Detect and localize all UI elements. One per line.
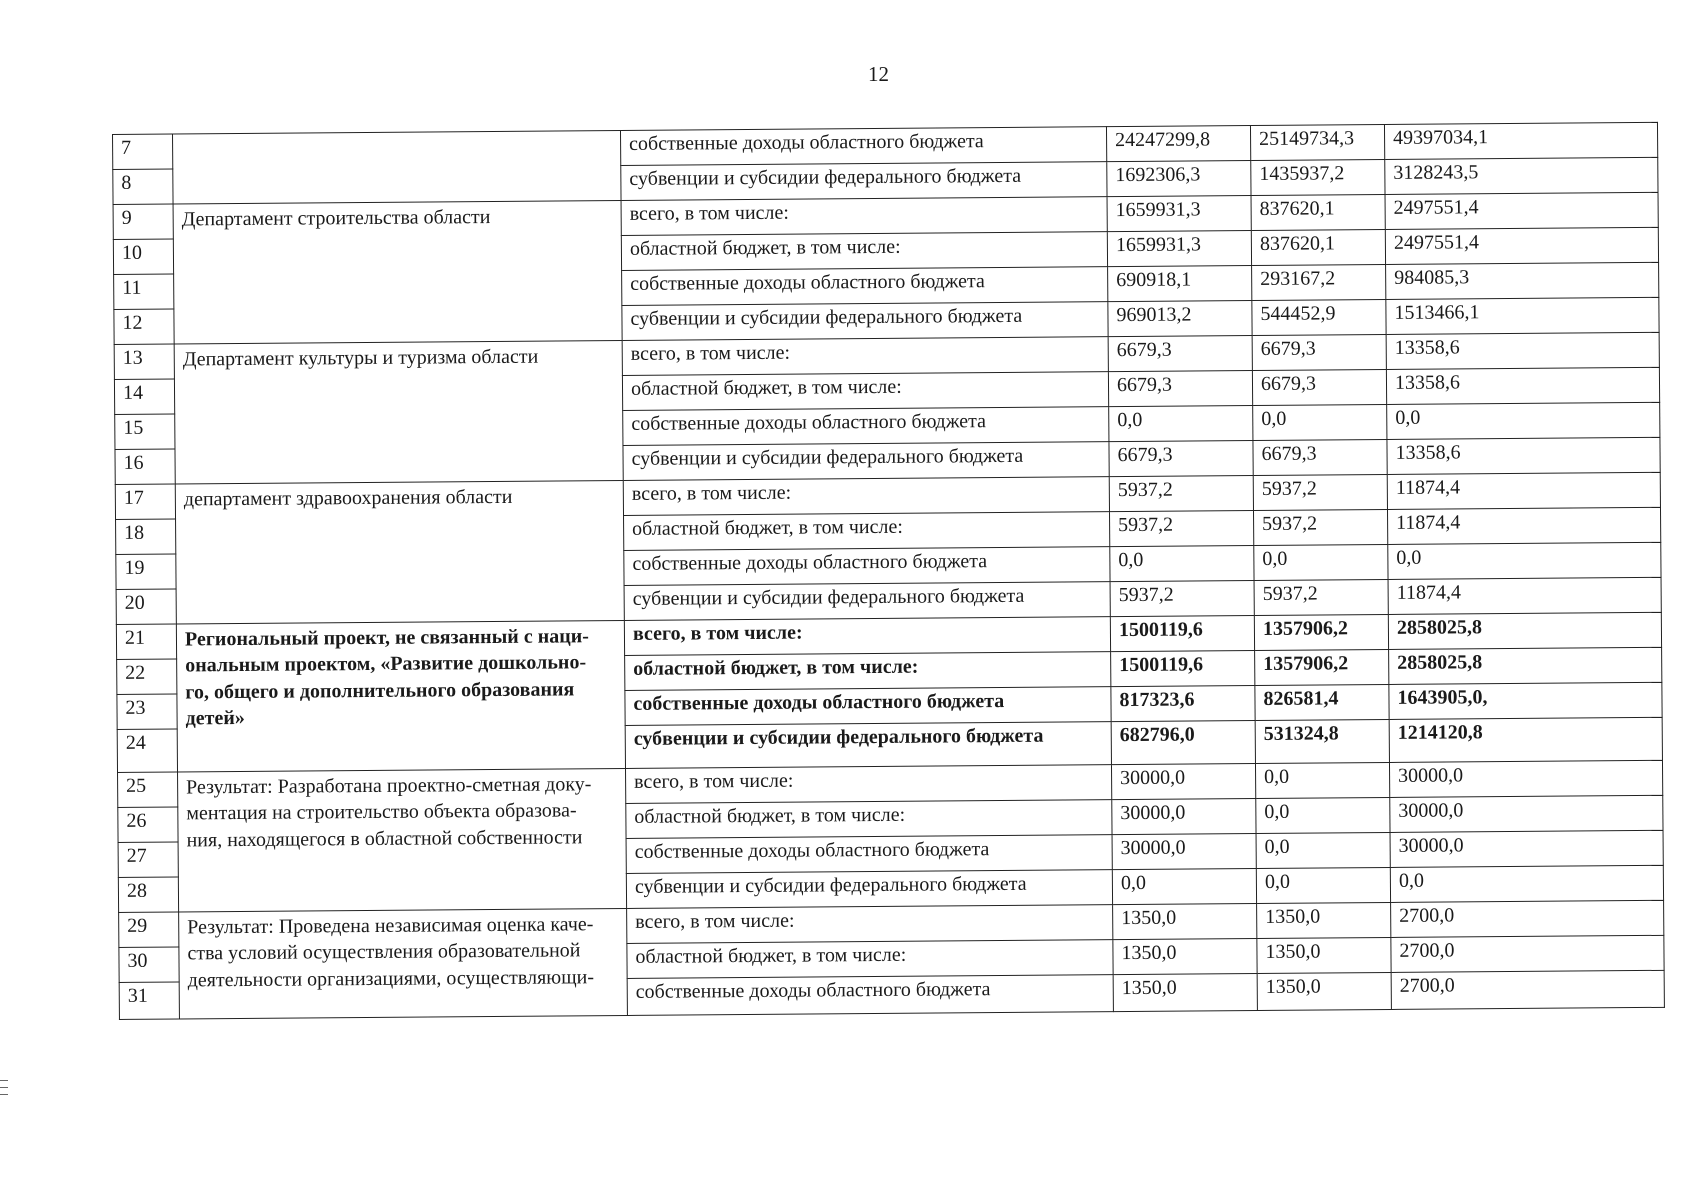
value-year-2: 6679,3 (1252, 334, 1386, 370)
row-number: 15 (115, 414, 175, 449)
value-year-1: 6679,3 (1109, 441, 1253, 477)
row-number: 22 (117, 659, 177, 694)
budget-item: всего, в том числе: (627, 905, 1113, 944)
value-year-2: 0,0 (1256, 797, 1390, 833)
budget-table (112, 122, 1665, 1020)
row-number: 24 (117, 729, 177, 772)
value-year-1: 1500119,6 (1110, 616, 1254, 652)
owner-result-design-documentation (178, 768, 627, 912)
value-year-2: 1357906,2 (1254, 614, 1388, 650)
value-year-1: 24247299,8 (1106, 126, 1250, 162)
owner-culture-department (174, 340, 623, 484)
budget-item: всего, в том числе: (624, 617, 1110, 656)
value-year-2: 0,0 (1256, 832, 1390, 868)
owner-cell-empty (173, 131, 622, 205)
page-number: 12 (868, 62, 889, 86)
value-total: 1643905,0, (1389, 682, 1662, 719)
row-number: 23 (117, 694, 177, 729)
budget-item: собственные доходы областного бюджета (624, 547, 1110, 586)
value-year-1: 6679,3 (1108, 336, 1252, 372)
value-year-2: 837620,1 (1251, 195, 1385, 231)
budget-item: субвенции и субсидии федерального бюджета (623, 442, 1109, 481)
value-total: 30000,0 (1390, 830, 1663, 867)
value-total: 13358,6 (1387, 437, 1660, 474)
value-year-1: 1350,0 (1113, 939, 1257, 975)
value-year-1: 690918,1 (1108, 266, 1252, 302)
value-year-1: 5937,2 (1109, 511, 1253, 547)
value-total: 11874,4 (1387, 472, 1660, 509)
value-year-2: 1357906,2 (1255, 649, 1389, 685)
owner-line: ния, находящегося в областной собственности (186, 826, 583, 852)
owner-line: ства условий осуществления образовательной (187, 939, 581, 965)
budget-item: собственные доходы областного бюджета (623, 407, 1109, 446)
value-total: 984085,3 (1386, 262, 1659, 299)
value-total: 11874,4 (1388, 577, 1661, 614)
value-total: 2497551,4 (1385, 227, 1658, 264)
value-year-2: 837620,1 (1251, 230, 1385, 266)
value-year-2: 0,0 (1255, 762, 1389, 798)
owner-line: ментация на строительство объекта образова- (186, 799, 577, 825)
owner-line: Результат: Проведена независимая оценка каче- (187, 913, 594, 939)
value-year-2: 5937,2 (1253, 509, 1387, 545)
row-number: 9 (113, 204, 173, 239)
owner-health-department (175, 480, 624, 624)
budget-item: субвенции и субсидии федерального бюджета (624, 582, 1110, 621)
value-total: 0,0 (1388, 542, 1661, 579)
value-year-2: 0,0 (1253, 404, 1387, 440)
row-number: 11 (114, 274, 174, 309)
value-year-1: 1500119,6 (1111, 651, 1255, 687)
row-number: 26 (118, 807, 178, 842)
value-year-1: 1659931,3 (1107, 231, 1251, 267)
value-total: 1214120,8 (1389, 717, 1662, 762)
value-year-2: 1435937,2 (1251, 160, 1385, 196)
value-total: 30000,0 (1390, 795, 1663, 832)
row-number: 30 (119, 947, 179, 982)
row-number: 13 (114, 344, 174, 379)
budget-item: собственные доходы областного бюджета (625, 687, 1111, 726)
value-year-1: 5937,2 (1110, 581, 1254, 617)
value-year-1: 1659931,3 (1107, 196, 1251, 232)
value-total: 2497551,4 (1385, 192, 1658, 229)
value-year-2: 5937,2 (1253, 474, 1387, 510)
owner-line: департамент здравоохранения области (183, 485, 513, 511)
budget-item: областной бюджет, в том числе: (627, 940, 1113, 979)
row-number: 19 (116, 554, 176, 589)
owner-line: ональным проектом, «Развитие дошкольно- (185, 651, 587, 677)
budget-item: собственные доходы областного бюджета (626, 835, 1112, 874)
budget-item: областной бюджет, в том числе: (625, 652, 1111, 691)
owner-line: деятельности организациями, осуществляющи- (187, 966, 595, 992)
row-number: 21 (116, 624, 176, 659)
value-year-2: 5937,2 (1254, 579, 1388, 615)
value-year-1: 30000,0 (1112, 799, 1256, 835)
value-year-1: 817323,6 (1111, 686, 1255, 722)
owner-regional-project (176, 620, 625, 772)
scan-margin-marks (0, 1080, 8, 1101)
owner-line: Региональный проект, не связанный с наци- (184, 625, 589, 651)
value-year-1: 1350,0 (1113, 974, 1257, 1012)
value-year-2: 826581,4 (1255, 684, 1389, 720)
budget-item: собственные доходы областного бюджета (627, 975, 1113, 1016)
value-total: 11874,4 (1387, 507, 1660, 544)
owner-result-quality-assessment (179, 908, 628, 1019)
value-total: 2700,0 (1391, 970, 1664, 1009)
value-total: 13358,6 (1386, 367, 1659, 404)
row-number: 29 (119, 912, 179, 947)
value-year-1: 6679,3 (1108, 371, 1252, 407)
row-number: 12 (114, 309, 174, 344)
value-year-1: 1692306,3 (1107, 161, 1251, 197)
value-total: 2700,0 (1391, 935, 1664, 972)
row-number: 18 (116, 519, 176, 554)
budget-item: субвенции и субсидии федерального бюджета (626, 870, 1112, 909)
row-number: 16 (115, 449, 175, 484)
value-year-1: 5937,2 (1109, 476, 1253, 512)
row-number: 31 (119, 982, 179, 1019)
budget-item: субвенции и субсидии федерального бюджета (621, 162, 1107, 201)
row-number: 27 (118, 842, 178, 877)
value-year-2: 25149734,3 (1250, 125, 1384, 161)
budget-item: областной бюджет, в том числе: (621, 232, 1107, 271)
value-total: 13358,6 (1386, 332, 1659, 369)
budget-item: всего, в том числе: (622, 337, 1108, 376)
value-year-2: 6679,3 (1252, 369, 1386, 405)
value-year-1: 0,0 (1112, 869, 1256, 905)
value-total: 49397034,1 (1384, 122, 1657, 159)
value-year-2: 293167,2 (1252, 265, 1386, 301)
value-year-1: 682796,0 (1111, 721, 1255, 765)
budget-table-sheet (112, 122, 1664, 1020)
budget-item: всего, в том числе: (625, 765, 1111, 804)
row-number: 10 (113, 239, 173, 274)
value-total: 2858025,8 (1389, 647, 1662, 684)
row-number: 8 (113, 169, 173, 204)
value-total: 1513466,1 (1386, 297, 1659, 334)
value-year-1: 30000,0 (1111, 764, 1255, 800)
value-total: 0,0 (1387, 402, 1660, 439)
row-number: 28 (118, 877, 178, 912)
owner-line: детей» (185, 707, 245, 730)
value-year-1: 0,0 (1110, 546, 1254, 582)
value-year-1: 969013,2 (1108, 301, 1252, 337)
budget-item: собственные доходы областного бюджета (620, 127, 1106, 166)
value-year-2: 0,0 (1254, 544, 1388, 580)
row-number: 20 (116, 589, 176, 624)
budget-item: субвенции и субсидии федерального бюджета (622, 302, 1108, 341)
budget-item: субвенции и субсидии федерального бюджета (625, 722, 1111, 769)
budget-item: областной бюджет, в том числе: (624, 512, 1110, 551)
row-number: 7 (113, 134, 173, 169)
value-year-2: 1350,0 (1257, 937, 1391, 973)
value-year-2: 544452,9 (1252, 300, 1386, 336)
value-year-1: 1350,0 (1113, 904, 1257, 940)
value-year-2: 1350,0 (1257, 902, 1391, 938)
budget-item: всего, в том числе: (621, 197, 1107, 236)
value-total: 2858025,8 (1388, 612, 1661, 649)
value-total: 3128243,5 (1385, 157, 1658, 194)
owner-line: Департамент культуры и туризма области (182, 345, 539, 371)
owner-construction-department (173, 201, 622, 345)
value-year-2: 0,0 (1256, 867, 1390, 903)
row-number: 14 (114, 379, 174, 414)
budget-item: собственные доходы областного бюджета (622, 267, 1108, 306)
value-total: 0,0 (1390, 865, 1663, 902)
value-year-2: 531324,8 (1255, 719, 1389, 763)
value-year-1: 30000,0 (1112, 834, 1256, 870)
owner-line: го, общего и дополнительного образования (185, 678, 575, 704)
row-number: 17 (115, 484, 175, 519)
budget-item: областной бюджет, в том числе: (622, 372, 1108, 411)
value-total: 30000,0 (1389, 760, 1662, 797)
value-year-2: 6679,3 (1253, 439, 1387, 475)
owner-line: Результат: Разработана проектно-сметная доку- (186, 773, 592, 799)
value-year-1: 0,0 (1109, 406, 1253, 442)
budget-item: всего, в том числе: (623, 477, 1109, 516)
owner-line: Департамент строительства области (181, 206, 491, 231)
budget-item: областной бюджет, в том числе: (626, 800, 1112, 839)
row-number: 25 (118, 772, 178, 807)
value-year-2: 1350,0 (1257, 972, 1391, 1010)
value-total: 2700,0 (1391, 900, 1664, 937)
